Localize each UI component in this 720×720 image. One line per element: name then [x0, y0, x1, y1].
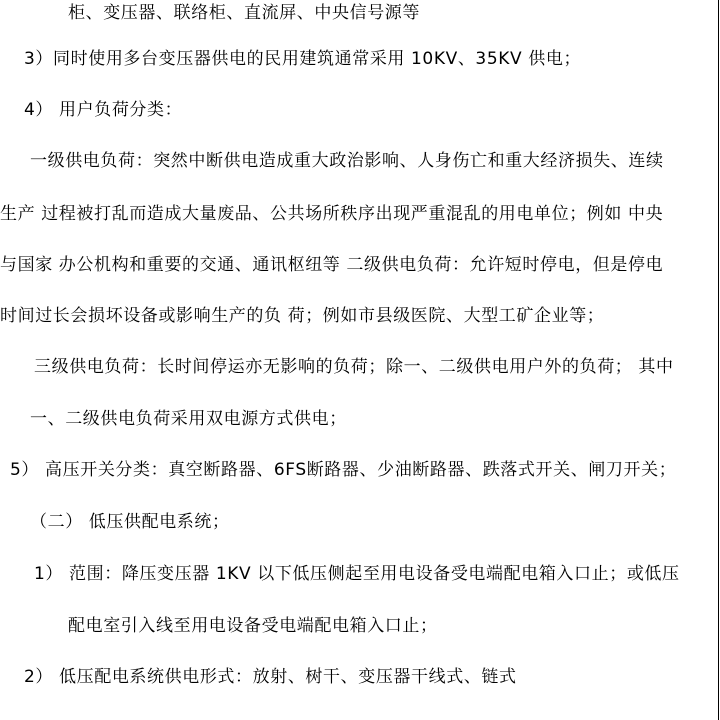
- text-line-11: （二） 低压供配电系统；: [30, 512, 230, 532]
- text-line-14: 2） 低压配电系统供电形式：放射、树干、变压器干线式、链式: [24, 667, 517, 687]
- text-line-8: 三级供电负荷：长时间停运亦无影响的负荷；除一、二级供电用户外的负荷； 其中: [34, 357, 674, 377]
- text-line-12: 1） 范围：降压变压器 1KV 以下低压侧起至用电设备受电端配电箱入口止；或低压: [34, 564, 680, 584]
- text-line-1: 柜、变压器、联络柜、直流屏、中央信号源等: [68, 3, 420, 23]
- text-line-5: 生产 过程被打乱而造成大量废品、公共场所秩序出现严重混乱的用电单位；例如 中央: [0, 204, 664, 224]
- text-line-6: 与国家 办公机构和重要的交通、通讯枢纽等 二级供电负荷：允许短时停电，但是停电: [0, 255, 664, 275]
- text-line-4: 一级供电负荷：突然中断供电造成重大政治影响、人身伤亡和重大经济损失、连续: [30, 151, 664, 171]
- text-line-2: 3）同时使用多台变压器供电的民用建筑通常采用 10KV、35KV 供电；: [24, 49, 582, 69]
- page-right-border: [718, 0, 719, 720]
- text-line-3: 4） 用户负荷分类：: [24, 100, 183, 120]
- text-line-13: 配电室引入线至用电设备受电端配电箱入口止；: [68, 616, 438, 636]
- text-line-10: 5） 高压开关分类：真空断路器、6FS断路器、少油断路器、跌落式开关、闸刀开关；: [10, 460, 677, 480]
- text-line-9: 一、二级供电负荷采用双电源方式供电；: [30, 409, 347, 429]
- text-line-7: 时间过长会损坏设备或影响生产的负 荷；例如市县级医院、大型工矿企业等；: [0, 306, 605, 326]
